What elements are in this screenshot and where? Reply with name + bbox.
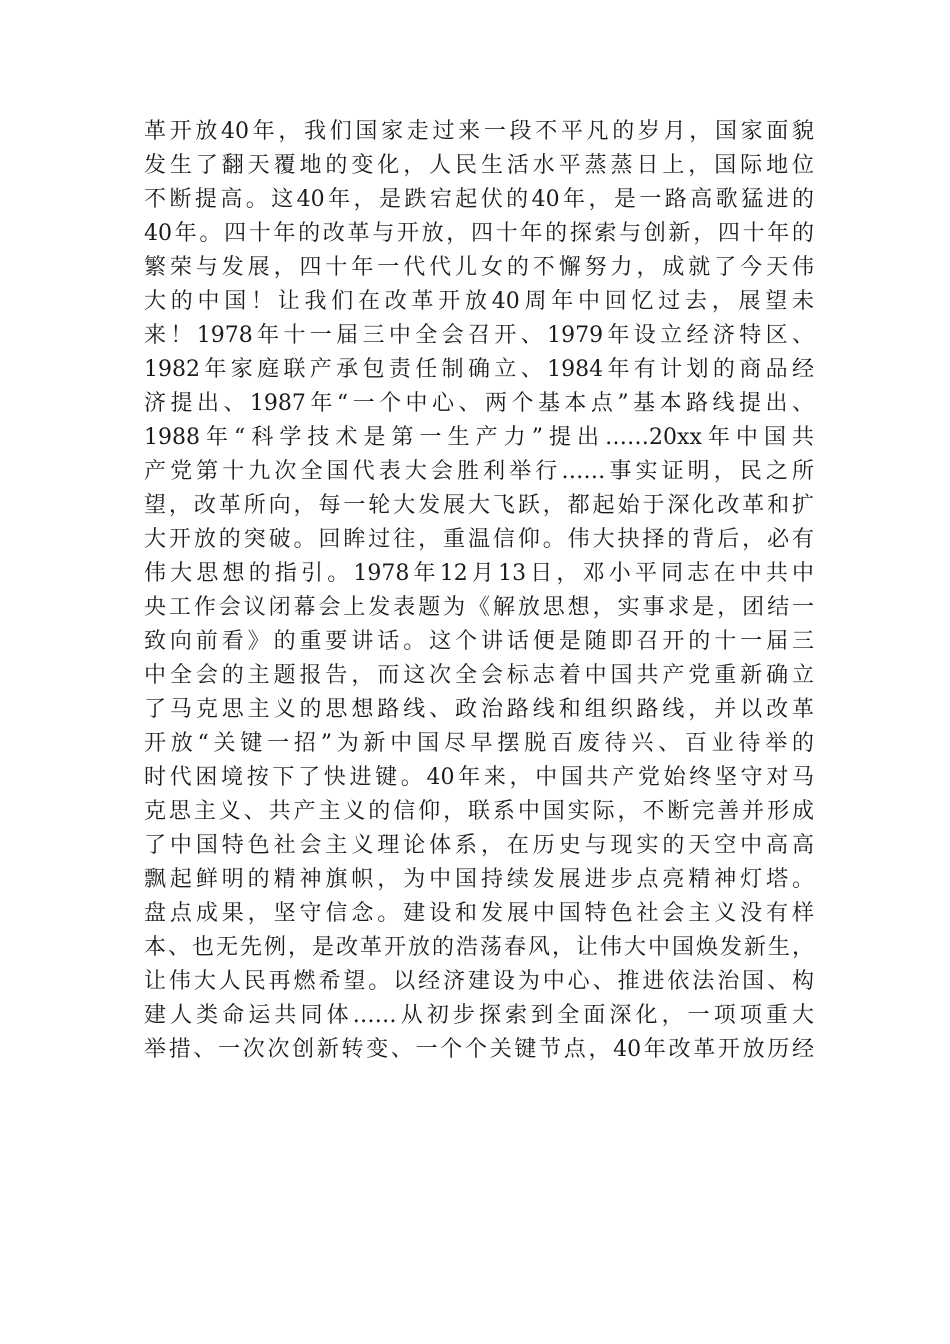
text-line: 大开放的突破。回眸过往，重温信仰。伟大抉择的背后，必有: [144, 527, 814, 552]
text-line: 中全会的主题报告，而这次全会标志着中国共产党重新确立: [144, 663, 814, 688]
text-line: 让伟大人民再燃希望。以经济建设为中心、推进依法治国、构: [144, 969, 814, 994]
text-line: 产党第十九次全国代表大会胜利举行……事实证明，民之所: [144, 459, 814, 484]
text-line: 济提出、1987年“一个中心、两个基本点”基本路线提出、: [144, 391, 814, 416]
text-line: 伟大思想的指引。1978年12月13日，邓小平同志在中共中: [144, 561, 814, 586]
text-line: 飘起鲜明的精神旗帜，为中国持续发展进步点亮精神灯塔。: [144, 867, 814, 892]
text-line: 不断提高。这40年，是跌宕起伏的40年，是一路高歌猛进的: [144, 187, 814, 212]
text-line: 了马克思主义的思想路线、政治路线和组织路线，并以改革: [144, 697, 814, 722]
text-line: 致向前看》的重要讲话。这个讲话便是随即召开的十一届三: [144, 629, 814, 654]
text-line: 建人类命运共同体……从初步探索到全面深化，一项项重大: [144, 1003, 814, 1028]
text-line: 盘点成果，坚守信念。建设和发展中国特色社会主义没有样: [144, 901, 814, 926]
text-line: 革开放40年，我们国家走过来一段不平凡的岁月，国家面貌: [144, 119, 814, 144]
text-line: 1982年家庭联产承包责任制确立、1984年有计划的商品经: [144, 357, 814, 382]
text-line: 了中国特色社会主义理论体系，在历史与现实的天空中高高: [144, 833, 814, 858]
text-line: 繁荣与发展，四十年一代代儿女的不懈努力，成就了今天伟: [144, 255, 814, 280]
text-line: 克思主义、共产主义的信仰，联系中国实际，不断完善并形成: [144, 799, 814, 824]
body-paragraph: [144, 115, 814, 1067]
text-line: 举措、一次次创新转变、一个个关键节点，40年改革开放历经: [144, 1037, 814, 1062]
text-line: 本、也无先例，是改革开放的浩荡春风，让伟大中国焕发新生，: [144, 935, 814, 960]
text-line: 时代困境按下了快进键。40年来，中国共产党始终坚守对马: [144, 765, 814, 790]
text-line: 开放“关键一招”为新中国尽早摆脱百废待兴、百业待举的: [144, 731, 814, 756]
text-line: 1988年“科学技术是第一生产力”提出……20xx年中国共: [144, 425, 814, 450]
text-line: 发生了翻天覆地的变化，人民生活水平蒸蒸日上，国际地位: [144, 153, 814, 178]
text-line: 望，改革所向，每一轮大发展大飞跃，都起始于深化改革和扩: [144, 493, 814, 518]
text-line: 40年。四十年的改革与开放，四十年的探索与创新，四十年的: [144, 221, 814, 246]
text-line: 来！1978年十一届三中全会召开、1979年设立经济特区、: [144, 323, 814, 348]
text-line: 大的中国！让我们在改革开放40周年中回忆过去，展望未: [144, 289, 814, 314]
text-line: 央工作会议闭幕会上发表题为《解放思想，实事求是，团结一: [144, 595, 814, 620]
